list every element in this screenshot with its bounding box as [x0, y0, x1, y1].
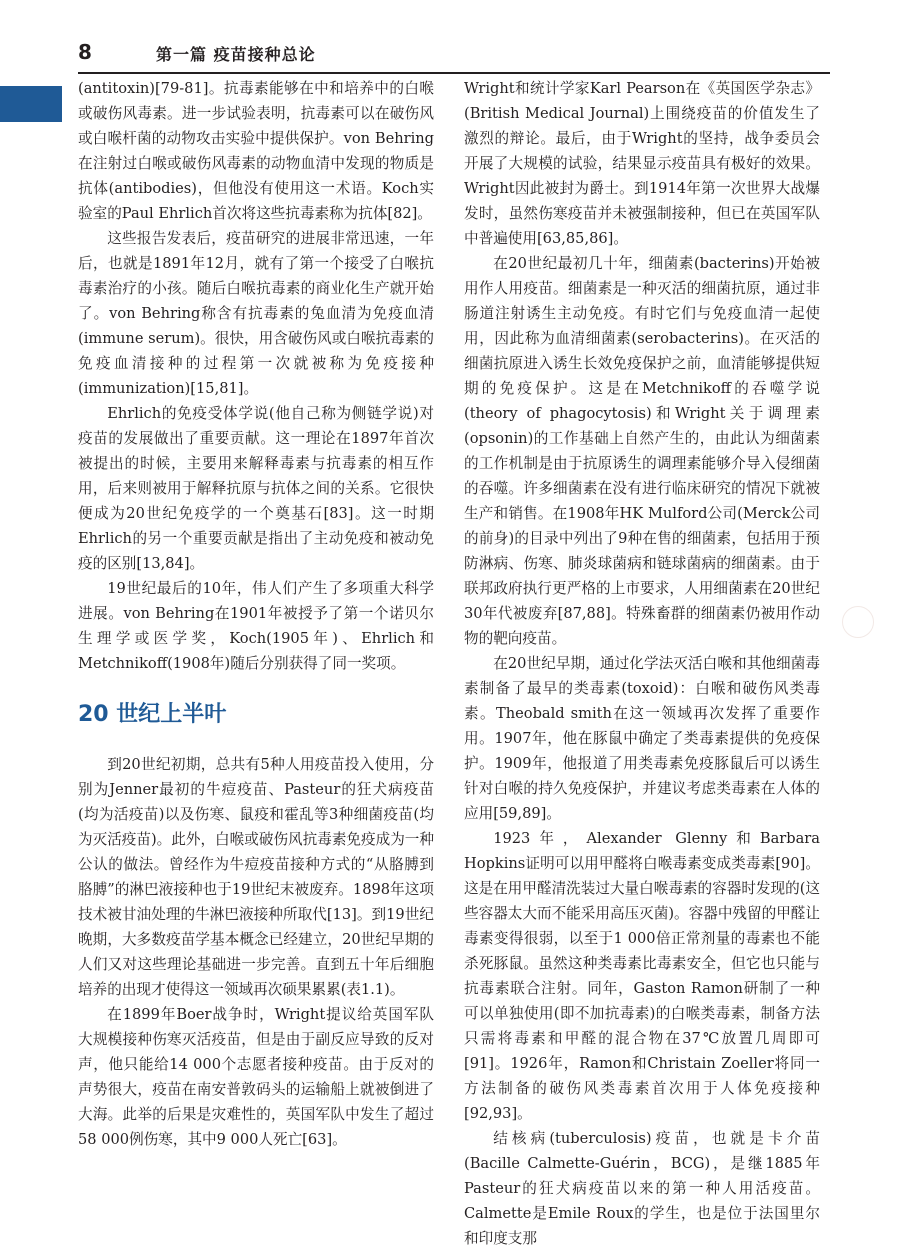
paragraph: Wright和统计学家Karl Pearson在《英国医学杂志》(British Medical Journal)上围绕疫苗的价值发生了激烈的辩论。最后，由于Wright的坚持，战争委员会开展了大规模的试验，结果显示疫苗具有极好的效果。Wright因此被封为爵士。到1914年第一次世界大战爆发时，虽然伤寒疫苗并未被强制接种，但已在英国军队中普遍使用[63,85,86]。: [464, 80, 820, 247]
header-rule: [78, 72, 830, 74]
paragraph: 在1899年Boer战争时，Wright提议给英国军队大规模接种伤寒灭活疫苗，但是由于副反应导致的反对声，他只能给14 000个志愿者接种疫苗。由于反对的声势很大，疫苗在南安普敦码头的运输船上就被倒进了大海。此举的后果是灾难性的，英国军队中发生了超过58 000例伤寒，其中9 000人死亡[63]。: [78, 1006, 434, 1148]
paragraph: Ehrlich的免疫受体学说(他自己称为侧链学说)对疫苗的发展做出了重要贡献。这一理论在1897年首次被提出的时候，主要用来解释毒素与抗毒素的相互作用，后来则被用于解释抗原与抗体之间的关系。它很快便成为20世纪免疫学的一个奠基石[83]。这一时期Ehrlich的另一个重要贡献是指出了主动免疫和被动免疫的区别[13,84]。: [78, 405, 434, 572]
watermark-stamp: [842, 606, 874, 638]
paragraph: 到20世纪初期，总共有5种人用疫苗投入使用，分别为Jenner最初的牛痘疫苗、Pasteur的狂犬病疫苗(均为活疫苗)以及伤寒、鼠疫和霍乱等3种细菌疫苗(均为灭活疫苗)。此外，白喉或破伤风抗毒素免疫成为一种公认的做法。曾经作为牛痘疫苗接种方式的“从胳膊到胳膊”的淋巴液接种也于19世纪末被废弃。1898年这项技术被甘油处理的牛淋巴液接种所取代[13]。到19世纪晚期，大多数疫苗学基本概念已经建立，20世纪早期的人们又对这些理论基础进一步完善。直到五十年后细胞培养的出现才使得这一领域再次硕果累累(表1.1)。: [78, 756, 434, 998]
chapter-side-tab: [0, 86, 62, 122]
paragraph: 结核病(tuberculosis)疫苗，也就是卡介苗(Bacille Calmette-Guérin，BCG)，是继1885年Pasteur的狂犬病疫苗以来的第一种人用活疫苗。Calmette是Emile Roux的学生，也是位于法国里尔和印度支那: [464, 1130, 820, 1247]
paragraph: 1923年，Alexander Glenny和Barbara Hopkins证明可以用甲醛将白喉毒素变成类毒素[90]。这是在用甲醛清洗装过大量白喉毒素的容器时发现的(这些容器太大而不能采用高压灭菌)。容器中残留的甲醛让毒素变得很弱，以至于1 000倍正常剂量的毒素也不能杀死豚鼠。虽然这种类毒素比毒素安全，但它也只能与抗毒素联合注射。同年，Gaston Ramon研制了一种可以单独使用(即不加抗毒素)的白喉类毒素，制备方法只需将毒素和甲醛的混合物在37℃放置几周即可[91]。1926年，Ramon和Christain Zoeller将同一方法制备的破伤风类毒素首次用于人体免疫接种[92,93]。: [464, 830, 820, 1122]
paragraph: 在20世纪最初几十年，细菌素(bacterins)开始被用作人用疫苗。细菌素是一种灭活的细菌抗原，通过非肠道注射诱生主动免疫。有时它们与免疫血清一起使用，因此称为血清细菌素(serobacterins)。在灭活的细菌抗原进入诱生长效免疫保护之前，血清能够提供短期的免疫保护。这是在Metchnikoff的吞噬学说(theory of phagocytosis)和Wright关于调理素(opsonin)的工作基础上自然产生的，由此认为细菌素的工作机制是由于抗原诱生的调理素能够介导入侵细菌的吞噬。许多细菌素在没有进行临床研究的情况下就被生产和销售。在1908年HK Mulford公司(Merck公司的前身)的目录中列出了9种在售的细菌素，包括用于预防淋病、伤寒、肺炎球菌病和链球菌病的细菌素。由于联邦政府执行更严格的上市要求，人用细菌素在20世纪30年代被废弃[87,88]。特殊畜群的细菌素仍被用作动物的靶向疫苗。: [464, 255, 820, 647]
right-column: [464, 76, 820, 1251]
paragraph: 这些报告发表后，疫苗研究的进展非常迅速，一年后，也就是1891年12月，就有了第一个接受了白喉抗毒素治疗的小孩。随后白喉抗毒素的商业化生产就开始了。von Behring称含有抗毒素的兔血清为免疫血清(immune serum)。很快，用含破伤风或白喉抗毒素的免疫血清接种的过程第一次就被称为免疫接种(immunization)[15,81]。: [78, 230, 434, 397]
running-title: 第一篇 疫苗接种总论: [156, 45, 316, 64]
paragraph: (antitoxin)[79-81]。抗毒素能够在中和培养中的白喉或破伤风毒素。进一步试验表明，抗毒素可以在破伤风或白喉杆菌的动物攻击实验中提供保护。von Behring在注射过白喉或破伤风毒素的动物血清中发现的物质是抗体(antibodies)，但他没有使用这一术语。Koch实验室的Paul Ehrlich首次将这些抗毒素称为抗体[82]。: [78, 80, 434, 222]
section-heading: 20 世纪上半叶: [78, 702, 227, 727]
paragraph: 在20世纪早期，通过化学法灭活白喉和其他细菌毒素制备了最早的类毒素(toxoid)：白喉和破伤风类毒素。Theobald smith在这一领域再次发挥了重要作用。1907年，他在豚鼠中确定了类毒素提供的免疫保护。1909年，他报道了用类毒素免疫豚鼠后可以诱生针对白喉的持久免疫保护，并建议考虑类毒素在人体的应用[59,89]。: [464, 655, 820, 822]
paragraph: 19世纪最后的10年，伟人们产生了多项重大科学进展。von Behring在1901年被授予了第一个诺贝尔生理学或医学奖，Koch(1905年)、Ehrlich和Metchnikoff(1908年)随后分别获得了同一奖项。: [78, 580, 434, 672]
left-column: [78, 76, 434, 1152]
page-number: 8: [78, 40, 92, 64]
